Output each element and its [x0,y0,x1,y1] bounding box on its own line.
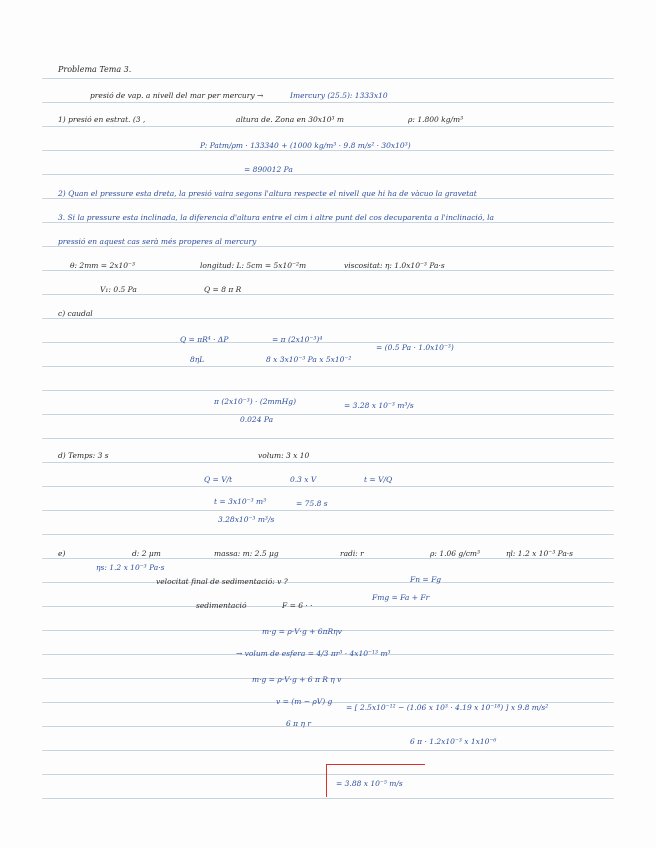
equation: 3.28x10⁻³ m³/s [218,515,275,524]
variable: θ: 2mm = 2x10⁻³ [70,261,135,270]
variable: Q = 8 π R [204,285,242,294]
ruled-line [42,510,614,511]
equation: Fmg = Fa + Fr [372,593,430,602]
variable: longitud: L: 5cm = 5x10⁻²m [200,261,307,270]
equation: m·g = ρ·V·g + 6πRηv [262,627,342,636]
note-text: Imercury (25.5): 1333x10 [290,91,388,100]
ruled-line [42,414,614,415]
equation: 8ηL [190,355,205,364]
variable: radi: r [340,549,364,558]
paragraph-line: 2) Quan el pressure esta dreta, la presió vaira segons l'altura respecte el nivell que hi ha de vàcuo la gravetat [58,189,477,198]
ruled-line [42,534,614,535]
ruled-line [42,558,614,559]
ruled-line [42,270,614,271]
equation: 8 x 3x10⁻³ Pa x 5x10⁻² [266,355,352,364]
ruled-line [42,750,614,751]
ruled-line [42,246,614,247]
note-text: velocitat final de sedimentació: v ? [156,577,288,586]
equation: 0.3 x V [290,475,317,484]
equation: = 3.28 x 10⁻³ m³/s [344,401,414,410]
equation: 6 π η r [286,719,311,728]
equation: → volum de esfera = 4/3 πr³ · 4x10⁻¹³ m³ [236,649,391,658]
equation: Fn = Fg [410,575,442,584]
ruled-line [42,198,614,199]
ruled-line [42,102,614,103]
variable: massa: m: 2.5 μg [214,549,279,558]
equation: t = V/Q [364,475,393,484]
ruled-line [42,294,614,295]
equation: Q = πR⁴ · ΔP [180,335,229,344]
equation: Q = V/t [204,475,233,484]
equation: π (2x10⁻³) · (2mmHg) [214,397,297,406]
variable: ρ: 1.06 g/cm³ [430,549,481,558]
section-label: d) Temps: 3 s [58,451,109,460]
note-text: 1) presió en estrat. (3 , [58,115,146,124]
note-text: sedimentació [196,601,247,610]
variable: ηs: 1.2 x 10⁻³ Pa·s [96,563,165,572]
equation: = 890012 Pa [244,165,293,174]
ruled-line [42,126,614,127]
ruled-line [42,390,614,391]
equation: v = (m − ρV) g [276,697,333,706]
equation: = π (2x10⁻³)⁴ [272,335,323,344]
equation: t = 3x10⁻³ m³ [214,497,267,506]
paragraph-line: pressió en aquest cas serà més properes al mercury [58,237,257,246]
note-text: ρ: 1.800 kg/m³ [408,115,464,124]
ruled-line [42,222,614,223]
equation: P: Patm/ρm · 133340 + (1000 kg/m³ · 9.8 m/s² · 30x10³) [200,141,411,150]
variable: viscositat: η: 1.0x10⁻³ Pa·s [344,261,445,270]
ruled-line [42,798,614,799]
note-text: volum: 3 x 10 [258,451,310,460]
variable: d: 2 μm [132,549,161,558]
paragraph-line: 3. Si la pressure esta inclinada, la diferencia d'altura entre el cim i altre punt del cos decuparenta a l'inclinació, la [58,213,494,222]
equation: = [ 2.5x10⁻¹² − (1.06 x 10³ · 4.19 x 10⁻¹⁸) ] x 9.8 m/s² [346,703,549,712]
section-label: e) [58,549,66,558]
ruled-line [42,342,614,343]
ruled-line [42,366,614,367]
equation: 6 π · 1.2x10⁻³ x 1x10⁻⁶ [410,737,497,746]
page-title: Problema Tema 3. [58,65,132,74]
note-text: altura de. Zona en 30x10³ m [236,115,345,124]
ruled-line [42,582,614,583]
ruled-line [42,606,614,607]
note-text: F = 6 · · [282,601,313,610]
ruled-line [42,318,614,319]
variable: ηl: 1.2 x 10⁻³ Pa·s [506,549,574,558]
ruled-line [42,726,614,727]
equation: = (0.5 Pa · 1.0x10⁻³) [376,343,454,352]
variable: V₁: 0.5 Pa [100,285,137,294]
final-result: = 3.88 x 10⁻⁵ m/s [336,779,403,788]
ruled-line [42,486,614,487]
ruled-line [42,174,614,175]
ruled-line [42,150,614,151]
ruled-line [42,462,614,463]
note-text: presió de vap. a nivell del mar per mercury → [90,91,264,100]
equation: 0.024 Pa [240,415,274,424]
ruled-line [42,438,614,439]
equation: = 75.8 s [296,499,328,508]
ruled-line [42,78,614,79]
section-label: c) caudal [58,309,93,318]
equation: m·g = ρ·V·g + 6 π R η v [252,675,342,684]
